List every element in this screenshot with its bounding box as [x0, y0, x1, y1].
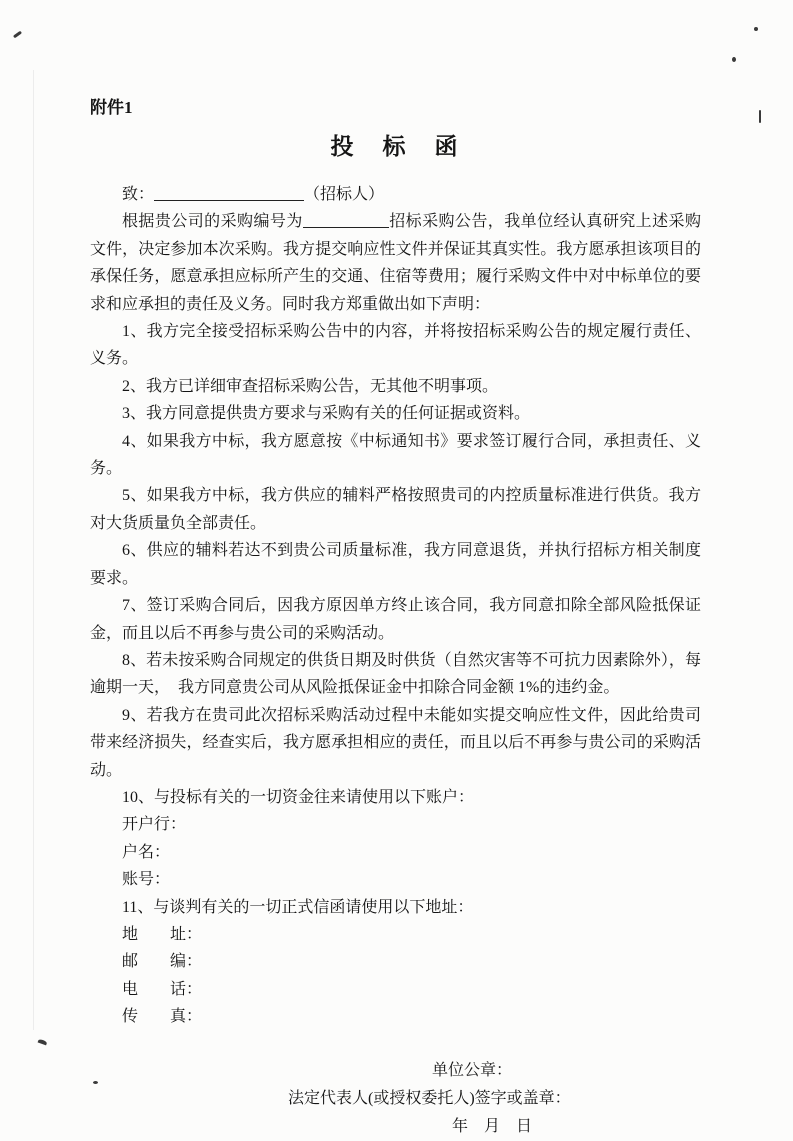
scan-artifact: [759, 110, 761, 123]
address-field: 地 址：: [122, 925, 203, 943]
declaration-item-8: 8、若未按采购合同规定的供货日期及时供货（自然灾害等不可抗力因素除外），每逾期一天， 我方同意贵公司从风险抵保证金中扣除合同金额 1%的违约金。: [90, 651, 701, 697]
account-number-field: 账号：: [122, 871, 171, 889]
scan-edge-shadow: [33, 70, 34, 1030]
legal-representative-signature-line: 法定代表人(或授权委托人)签字或盖章：: [288, 1089, 571, 1107]
declaration-item-10: 10、与投标有关的一切资金往来请使用以下账户：: [122, 788, 475, 806]
bank-name-field: 开户行：: [122, 816, 187, 834]
scan-artifact: [732, 57, 736, 62]
declaration-item-1: 1、我方完全接受招标采购公告中的内容，并将按招标采购公告的规定履行责任、义务。: [90, 323, 701, 368]
signature-block: [90, 1057, 701, 1141]
attachment-label: 附件1: [90, 98, 133, 117]
intro-paragraph: [90, 208, 701, 318]
declaration-item-5: 5、如果我方中标，我方供应的辅料严格按照贵司的内控质量标准进行供货。我方对大货质量负全部责任。: [90, 487, 701, 532]
declaration-item-7: 7、签订采购合同后，因我方原因单方终止该合同，我方同意扣除全部风险抵保证金，而且以后不再参与贵公司的采购活动。: [90, 597, 701, 642]
declaration-item-2: 2、我方已详细审查招标采购公告，无其他不明事项。: [122, 377, 499, 395]
salutation-suffix: （招标人）: [304, 186, 385, 203]
date-line: 年 月 日: [452, 1117, 533, 1135]
salutation-prefix: 致：: [122, 186, 155, 203]
declaration-item-11: 11、与谈判有关的一切正式信函请使用以下地址：: [122, 898, 474, 916]
account-holder-field: 户名：: [122, 843, 171, 861]
document-title: 投 标 函: [330, 134, 461, 159]
scan-artifact: [93, 1081, 98, 1084]
salutation-line: [90, 181, 701, 208]
phone-field: 电 话：: [122, 980, 203, 998]
intro-prefix: 根据贵公司的采购编号为: [122, 213, 303, 231]
intro-suffix: 招标采购公告，我单位经认真研究上述采购文件，决定参加本次采购。我方提交响应性文件并保证其真实性。我方愿承担该项目的承保任务，愿意承担应标所产生的交通、住宿等费用；履行采购文件中对中标单位的要求和应承担的责任及义务。同时我方郑重做出如下声明：: [90, 213, 701, 313]
declaration-item-3: 3、我方同意提供贵方要求与采购有关的任何证据或资料。: [122, 405, 531, 423]
fax-field: 传 真：: [122, 1008, 203, 1026]
declaration-item-9: 9、若我方在贵司此次招标采购活动过程中未能如实提交响应性文件，因此给贵司带来经济损失，经查实后，我方愿承担相应的责任，而且以后不再参与贵公司的采购活动。: [90, 706, 701, 779]
declaration-item-6: 6、供应的辅料若达不到贵公司质量标准，我方同意退货，并执行招标方相关制度要求。: [90, 542, 701, 587]
procurement-number-blank: [303, 213, 389, 228]
recipient-blank-line: [154, 186, 304, 201]
company-seal-line: 单位公章：: [432, 1061, 513, 1079]
scan-artifact: [754, 27, 758, 31]
declaration-item-4: 4、如果我方中标，我方愿意按《中标通知书》要求签订履行合同，承担责任、义务。: [90, 432, 701, 478]
postcode-field: 邮 编：: [122, 953, 203, 971]
